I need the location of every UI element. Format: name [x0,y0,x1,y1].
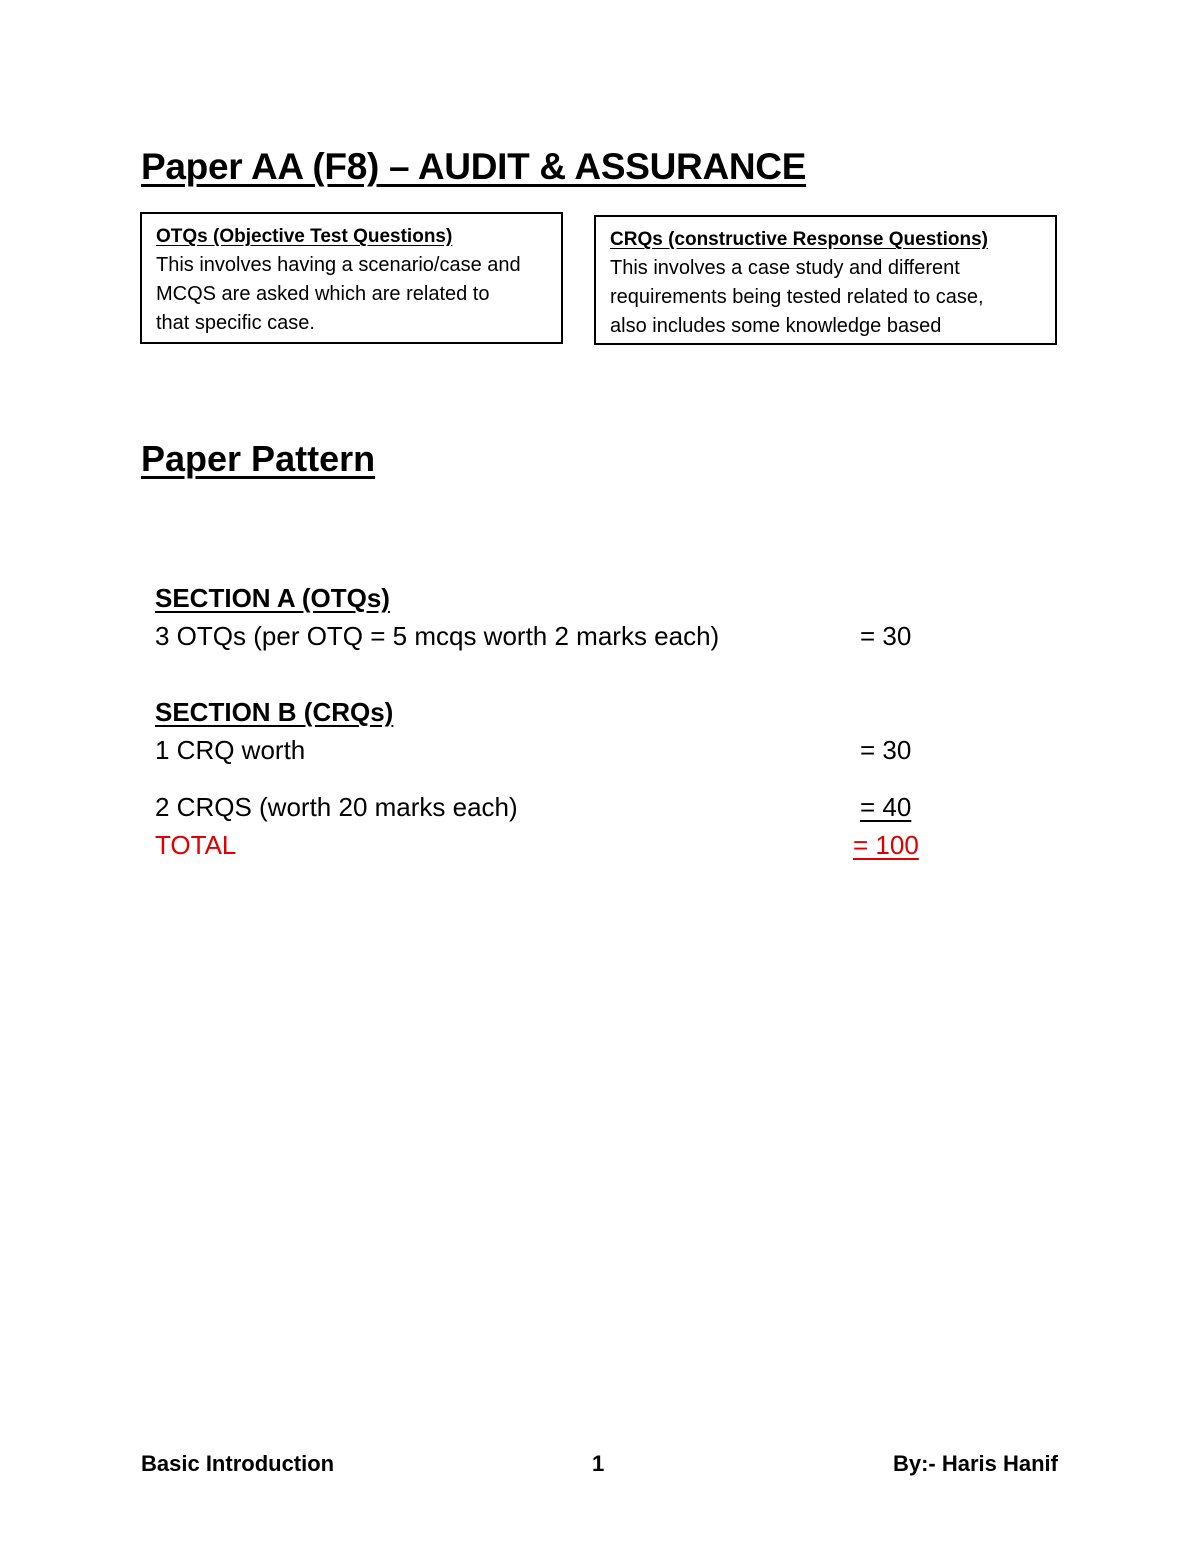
total-value: = 100 [853,830,919,860]
paper-pattern-heading: Paper Pattern [141,438,376,479]
section-b-row-value: = 30 [860,735,912,765]
crq-box-line: requirements being tested related to case, [610,286,984,308]
footer-section-name: Basic Introduction [141,1451,335,1476]
section-b-row-label: 2 CRQS (worth 20 marks each) [155,792,518,822]
section-b-row-label: 1 CRQ worth [155,735,306,765]
document-title: Paper AA (F8) – AUDIT & ASSURANCE [141,146,807,187]
otq-box-line: MCQS are asked which are related to [156,283,490,305]
section-a-heading: SECTION A (OTQs) [155,583,390,613]
otq-box-line: that specific case. [156,312,315,334]
page-number: 1 [592,1451,605,1476]
total-label: TOTAL [155,830,237,860]
crq-info-box [594,215,1057,345]
footer-author: By:- Haris Hanif [892,1451,1058,1476]
section-a-row-value: = 30 [860,621,912,651]
otq-box-line: This involves having a scenario/case and [156,254,521,276]
crq-box-line: This involves a case study and different [610,257,960,279]
section-b-heading: SECTION B (CRQs) [155,697,394,727]
otq-info-box [140,212,563,344]
crq-box-line: also includes some knowledge based [610,315,942,337]
crq-box-heading: CRQs (constructive Response Questions) [610,229,988,250]
section-b-row-value: = 40 [860,792,912,822]
section-a-row-label: 3 OTQs (per OTQ = 5 mcqs worth 2 marks each) [155,621,720,651]
otq-box-heading: OTQs (Objective Test Questions) [156,226,453,247]
